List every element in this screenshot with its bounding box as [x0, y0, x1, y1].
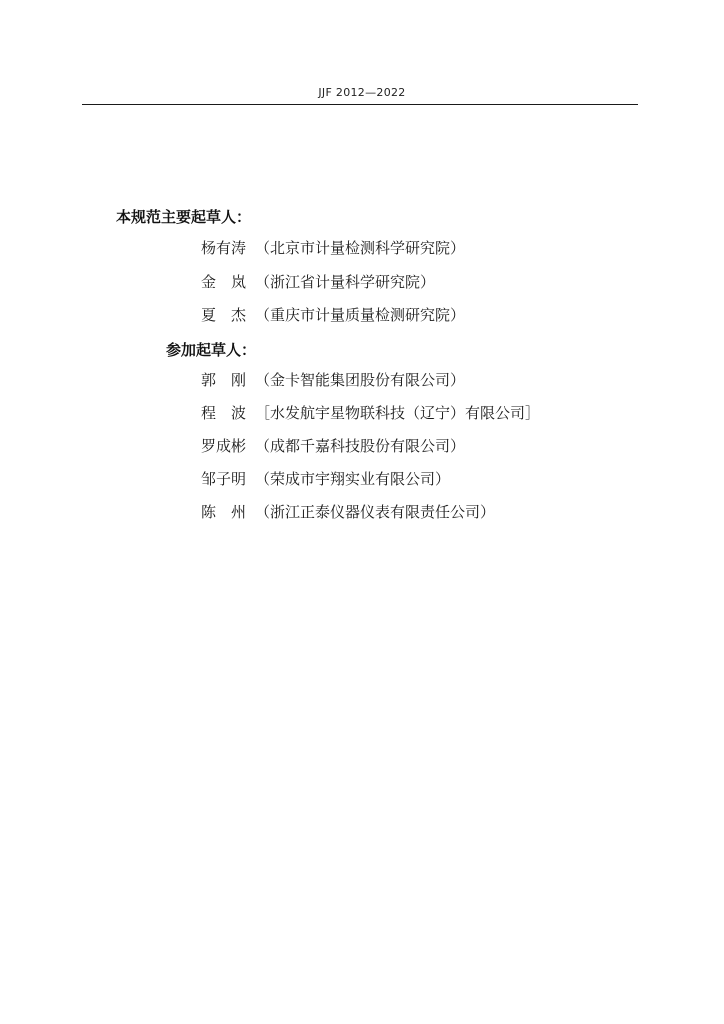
drafter-row [201, 305, 465, 325]
participant-row [201, 370, 465, 390]
participant-org: （金卡智能集团股份有限公司） [255, 371, 466, 389]
participant-row [201, 502, 495, 522]
drafter-row [201, 272, 435, 292]
participant-name: 陈 州 [201, 503, 247, 521]
main-drafters-title: 本规范主要起草人： [116, 208, 252, 226]
standard-code: JJF 2012—2022 [318, 86, 406, 99]
participant-name: 罗成彬 [201, 437, 247, 455]
drafter-name: 夏 杰 [201, 306, 247, 324]
drafter-org: （北京市计量检测科学研究院） [255, 239, 466, 257]
participant-row [201, 469, 450, 489]
participant-name: 程 波 [201, 404, 247, 422]
participant-org: ［水发航宇星物联科技（辽宁）有限公司］ [255, 404, 541, 422]
header-divider [82, 104, 638, 105]
drafter-org: （重庆市计量质量检测研究院） [255, 306, 466, 324]
participant-name: 邹子明 [201, 470, 247, 488]
drafter-name: 金 岚 [201, 273, 247, 291]
drafter-org: （浙江省计量科学研究院） [255, 273, 436, 291]
participant-org: （荣成市宇翔实业有限公司） [255, 470, 451, 488]
participant-row [201, 403, 540, 423]
participant-org: （成都千嘉科技股份有限公司） [255, 437, 466, 455]
participant-row [201, 436, 465, 456]
participants-title: 参加起草人： [166, 341, 257, 359]
drafter-row [201, 238, 465, 258]
participant-org: （浙江正泰仪器仪表有限责任公司） [255, 503, 496, 521]
participant-name: 郭 刚 [201, 371, 247, 389]
drafter-name: 杨有涛 [201, 239, 247, 257]
